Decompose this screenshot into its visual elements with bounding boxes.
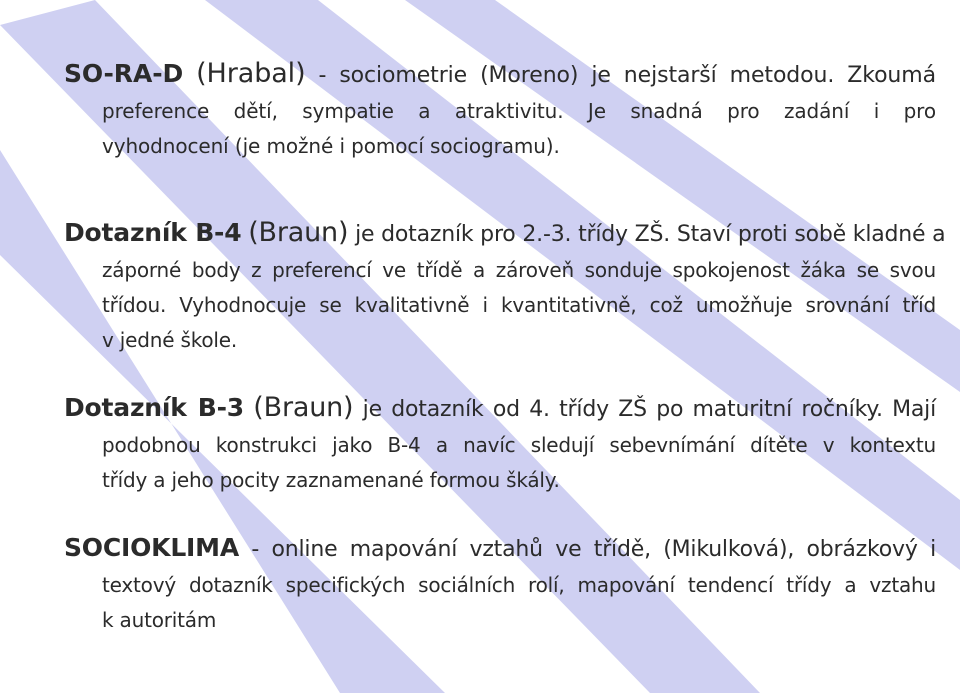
entry-line: záporné body z preferencí ve třídě a zároveň sonduje spokojenost žáka se svou	[102, 258, 936, 282]
entry-line: k autoritám	[102, 608, 217, 632]
entry-lead-line	[64, 390, 936, 428]
entry-line: v jedné škole.	[102, 328, 238, 352]
entry-term: SO-RA-D	[64, 59, 184, 88]
entry-author: (Braun)	[253, 392, 354, 423]
entry-line: třídou. Vyhodnocuje se kvalitativně i kvantitativně, což umožňuje srovnání tříd	[102, 293, 936, 317]
entry-term: Dotazník B-4	[64, 218, 242, 247]
entry-term: Dotazník B-3	[64, 393, 244, 422]
entry-lead-line	[64, 215, 946, 253]
entry-lead-line	[64, 530, 936, 568]
entry-sorad	[64, 56, 936, 164]
entry-lead-line	[64, 56, 936, 94]
entry-line: preference dětí, sympatie a atraktivitu. Je snadná pro zadání i pro	[102, 99, 936, 123]
entry-lead-text: - online mapování vztahů ve třídě, (Mikulková), obrázkový i	[239, 537, 936, 562]
entry-line: textový dotazník specifických sociálních rolí, mapování tendencí třídy a vztahu	[102, 573, 936, 597]
entry-lead-text: je dotazník pro 2.-3. třídy ZŠ. Staví proti sobě kladné a	[348, 222, 946, 247]
entry-socioklima	[64, 530, 936, 638]
entry-author: (Braun)	[248, 217, 349, 248]
entry-line: podobnou konstrukci jako B-4 a navíc sledují sebevnímání dítěte v kontextu	[102, 433, 936, 457]
entry-line: vyhodnocení (je možné i pomocí sociogramu).	[102, 134, 560, 158]
entry-author: (Hrabal)	[196, 58, 306, 89]
entry-dotaznik-b4	[64, 215, 946, 358]
entry-line: třídy a jeho pocity zaznamenané formou škály.	[102, 468, 560, 492]
entry-term: SOCIOKLIMA	[64, 533, 239, 562]
entry-dotaznik-b3	[64, 390, 936, 498]
entry-lead-text: - sociometrie (Moreno) je nejstarší metodou. Zkoumá	[305, 63, 936, 88]
entry-lead-text: je dotazník od 4. třídy ZŠ po maturitní ročníky. Mají	[353, 397, 937, 422]
